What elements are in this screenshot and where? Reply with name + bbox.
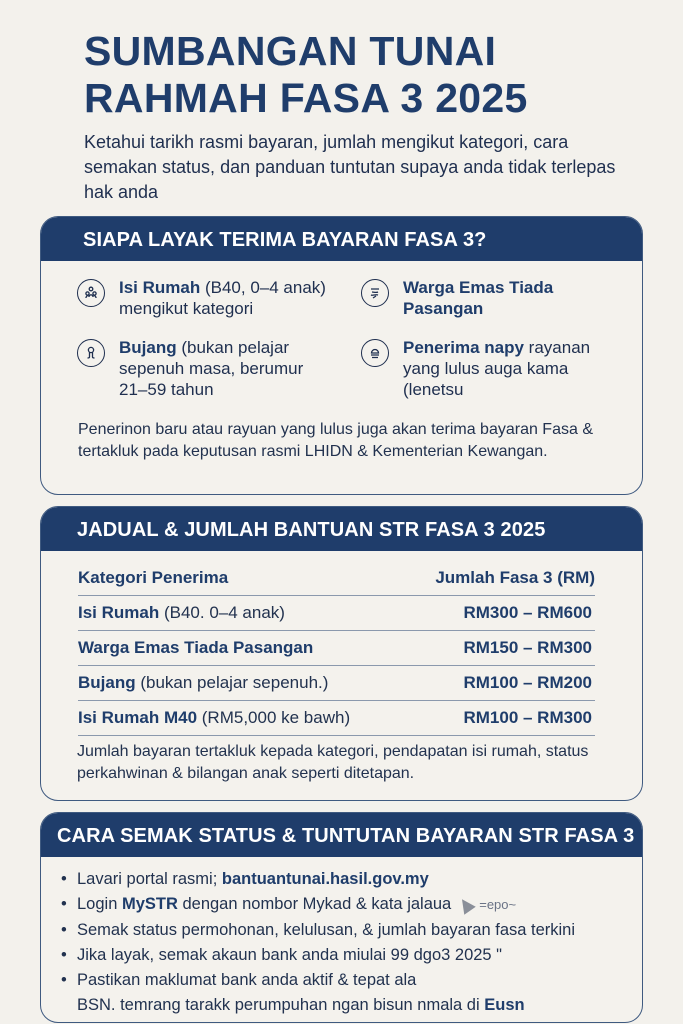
row-category (78, 673, 328, 693)
recipient-icon (361, 339, 389, 367)
step-text: dengan nombor Mykad & kata jalaua (177, 895, 452, 913)
eligibility-header: SIAPA LAYAK TERIMA BAYARAN FASA 3? (41, 217, 642, 261)
row-category (78, 638, 313, 658)
item-bold: Isi Rumah (119, 278, 201, 297)
eligibility-item (77, 277, 347, 319)
eligibility-item (361, 277, 631, 319)
category-detail: (B40. 0–4 anak) (159, 603, 285, 622)
step-trail: =epo~ (479, 897, 517, 912)
step-item (59, 943, 629, 967)
row-amount: RM100 – RM200 (463, 673, 592, 692)
step-bold: MySTR (121, 895, 178, 913)
step-text: Semak status permohonan, kelulusan, & jumlah bayaran fasa terkini (77, 921, 576, 939)
howto-card (40, 812, 643, 1023)
eligibility-note: Penerinon baru atau rayuan yang lulus juga akan terima bayaran Fasa & tertakluk pada keputusan rasmi LHIDN & Kementerian Kewangan. (78, 421, 593, 460)
item-rest: (bukan pelajar sepenuh masa, berumur 21–59 tahun (119, 338, 304, 399)
category-bold: Isi Rumah (78, 603, 160, 622)
row-category (78, 708, 350, 728)
table-row (78, 666, 595, 701)
row-amount: RM300 – RM600 (463, 603, 592, 622)
step-item (59, 918, 629, 942)
portal-link[interactable]: bantuantunai.hasil.gov.my (221, 870, 429, 888)
category-bold: Isi Rumah M40 (78, 708, 198, 727)
eligibility-item-text (403, 277, 578, 319)
item-rest: rayanan yang lulus auga kama (lenetsu (403, 338, 591, 399)
row-amount: RM150 – RM300 (463, 638, 592, 657)
table-row (78, 631, 595, 666)
howto-header: CARA SEMAK STATUS & TUNTUTAN BAYARAN STR FASA 3 (41, 813, 642, 857)
category-detail: (RM5,000 ke bawh) (197, 708, 351, 727)
step-bold: Eusn (484, 996, 525, 1014)
column-header-category: Kategori Penerima (78, 568, 229, 587)
family-icon (77, 279, 105, 307)
item-bold: Penerima napy (403, 338, 524, 357)
item-rest: (B40, 0–4 anak) mengikut kategori (119, 278, 326, 318)
row-amount: RM100 – RM300 (463, 708, 592, 727)
single-person-icon (77, 339, 105, 367)
cursor-arrow-icon (456, 895, 475, 914)
eligibility-item-text (119, 277, 347, 319)
eligibility-card (40, 216, 643, 495)
step-item (59, 892, 629, 917)
table-header-row (78, 561, 595, 596)
item-bold: Warga Emas Tiada Pasangan (403, 278, 554, 318)
step-text: Jika layak, semak akaun bank anda miulai 99 dgo3 2025 " (77, 946, 503, 964)
elderly-icon (361, 279, 389, 307)
schedule-table (78, 561, 595, 736)
howto-steps (59, 867, 629, 1018)
eligibility-item (77, 337, 337, 400)
schedule-header: JADUAL & JUMLAH BANTUAN STR FASA 3 2025 (41, 507, 642, 551)
schedule-note: Jumlah bayaran tertakluk kepada kategori, pendapatan isi rumah, status perkahwinan & bilangan anak seperti ditetapan. (77, 743, 589, 782)
category-bold: Bujang (78, 673, 136, 692)
step-item (59, 867, 629, 891)
category-detail: (bukan pelajar sepenuh.) (135, 673, 329, 692)
item-bold: Bujang (119, 338, 177, 357)
step-item-continued (59, 993, 629, 1017)
eligibility-item-text (119, 337, 329, 400)
schedule-card (40, 506, 643, 801)
step-text: Lavari portal rasmi; (77, 870, 222, 888)
step-text: Pastikan maklumat bank anda aktif & tepat ala (77, 971, 417, 989)
step-text: BSN. temrang tarakk perumpuhan ngan bisun nmala di (77, 996, 485, 1014)
table-row (78, 701, 595, 736)
row-category (78, 603, 285, 623)
eligibility-item-text (403, 337, 618, 400)
page-title (84, 28, 644, 122)
eligibility-grid (41, 261, 642, 401)
title-line-2: RAHMAH FASA 3 2025 (84, 75, 528, 121)
page-subtitle: Ketahui tarikh rasmi bayaran, jumlah mengikut kategori, cara semakan status, dan panduan tuntutan supaya anda tidak terlepas hak anda (84, 132, 616, 202)
column-header-amount: Jumlah Fasa 3 (RM) (435, 568, 595, 587)
title-line-1: SUMBANGAN TUNAI (84, 28, 497, 74)
hero-section (84, 28, 644, 205)
step-item (59, 968, 629, 992)
category-bold: Warga Emas Tiada Pasangan (78, 638, 314, 657)
eligibility-item (361, 337, 631, 400)
step-text: Login (77, 895, 122, 913)
table-row (78, 596, 595, 631)
